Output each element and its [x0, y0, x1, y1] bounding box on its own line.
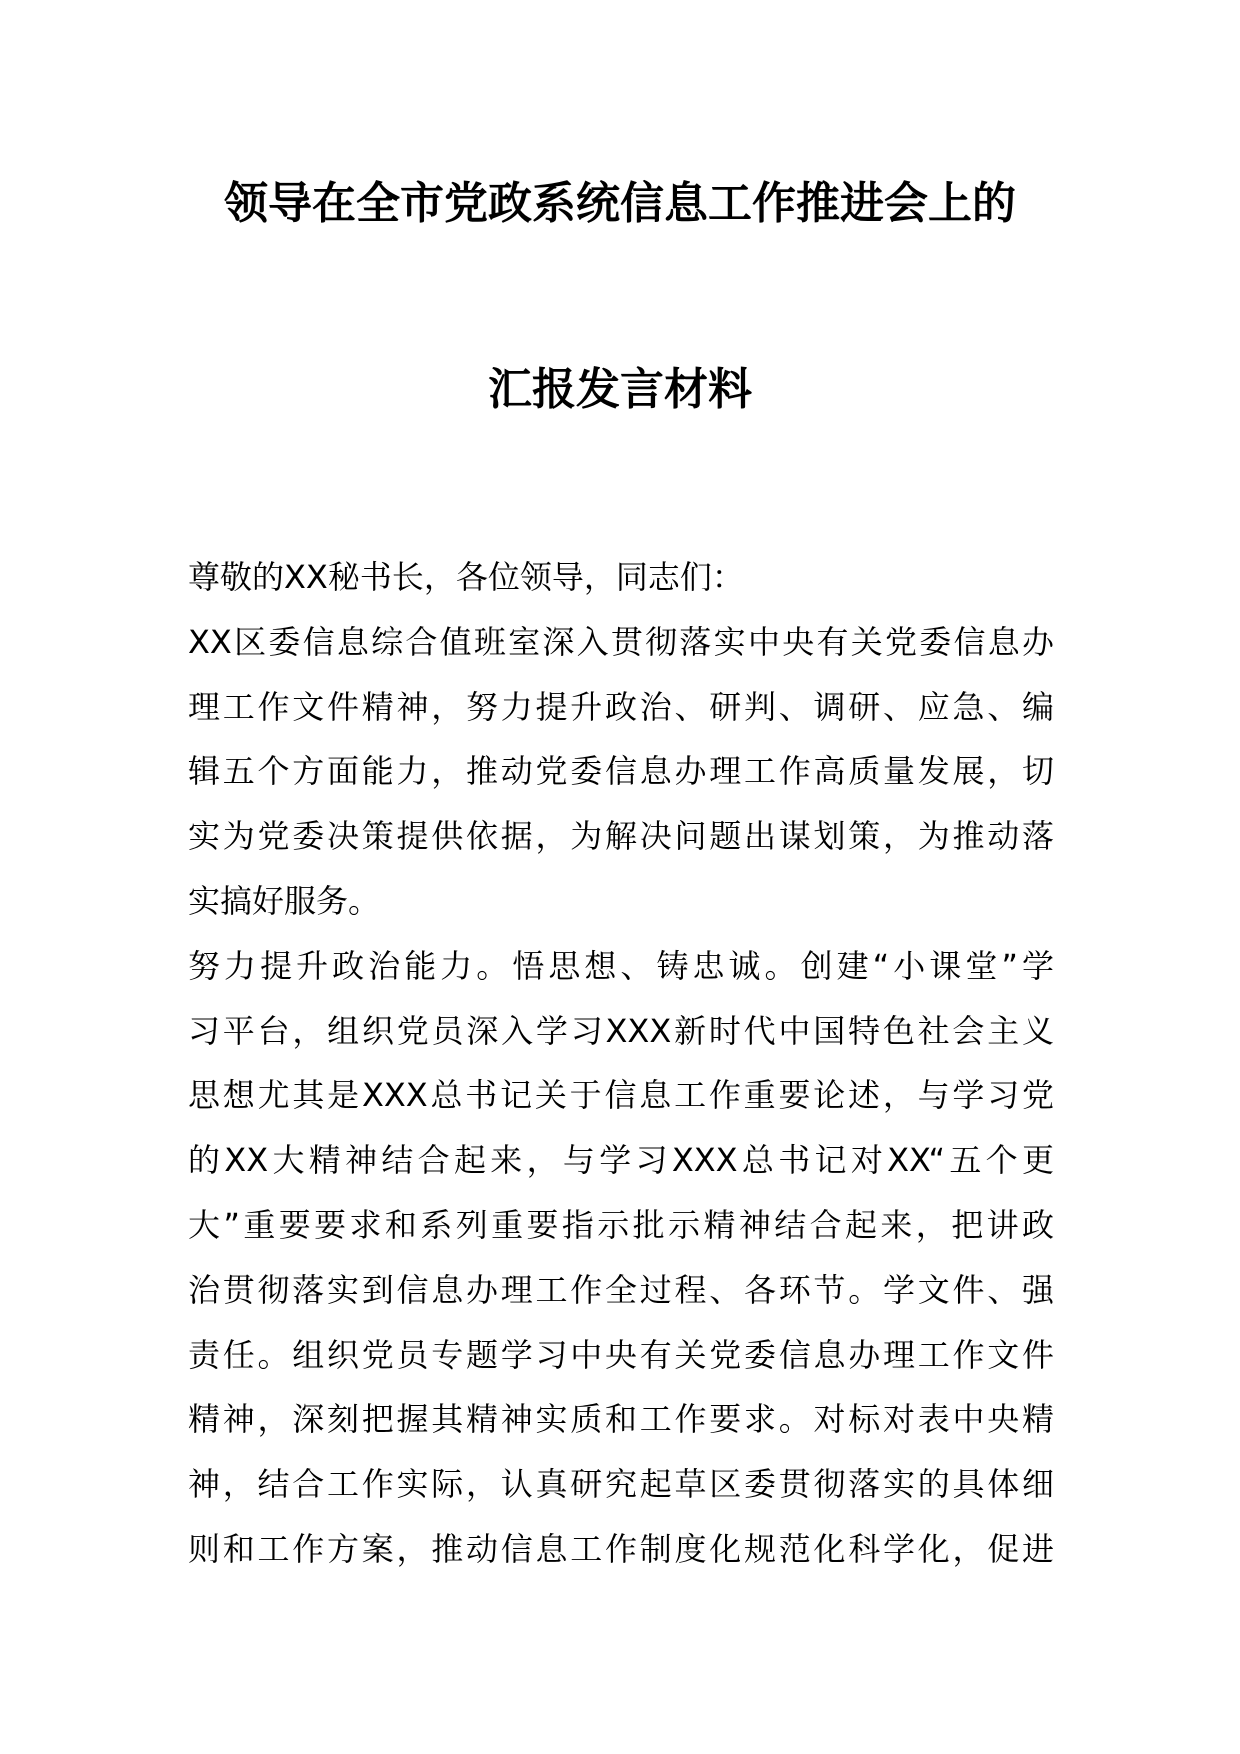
body-line: 实为党委决策提供依据，为解决问题出谋划策，为推动落 [188, 817, 1054, 856]
document-title-line-2: 汇报发言材料 [488, 364, 752, 415]
body-line: 尊敬的XX秘书长，各位领导，同志们： [188, 558, 744, 596]
body-line: 责任。组织党员专题学习中央有关党委信息办理工作文件 [188, 1335, 1054, 1374]
body-line: 努力提升政治能力。悟思想、铸忠诚。创建“小课堂”学 [188, 946, 1054, 985]
document-body [188, 545, 1054, 1582]
document-title-line-1: 领导在全市党政系统信息工作推进会上的 [224, 178, 1016, 229]
body-line: 辑五个方面能力，推动党委信息办理工作高质量发展，切 [188, 752, 1054, 791]
body-line: 的XX大精神结合起来，与学习XXX总书记对XX“五个更 [188, 1141, 1054, 1180]
body-line: 大”重要要求和系列重要指示批示精神结合起来，把讲政 [188, 1205, 1054, 1244]
body-line: 神，结合工作实际，认真研究起草区委贯彻落实的具体细 [188, 1465, 1054, 1504]
body-line: 实搞好服务。 [188, 881, 381, 920]
body-line: 治贯彻落实到信息办理工作全过程、各环节。学文件、强 [188, 1270, 1054, 1309]
body-line: 理工作文件精神，努力提升政治、研判、调研、应急、编 [188, 687, 1054, 726]
body-line: XX区委信息综合值班室深入贯彻落实中央有关党委信息办 [188, 622, 1054, 661]
body-line: 习平台，组织党员深入学习XXX新时代中国特色社会主义 [188, 1011, 1054, 1050]
body-line: 则和工作方案，推动信息工作制度化规范化科学化，促进 [188, 1529, 1054, 1568]
body-line: 思想尤其是XXX总书记关于信息工作重要论述，与学习党 [188, 1076, 1054, 1115]
body-line: 精神，深刻把握其精神实质和工作要求。对标对表中央精 [188, 1400, 1054, 1439]
